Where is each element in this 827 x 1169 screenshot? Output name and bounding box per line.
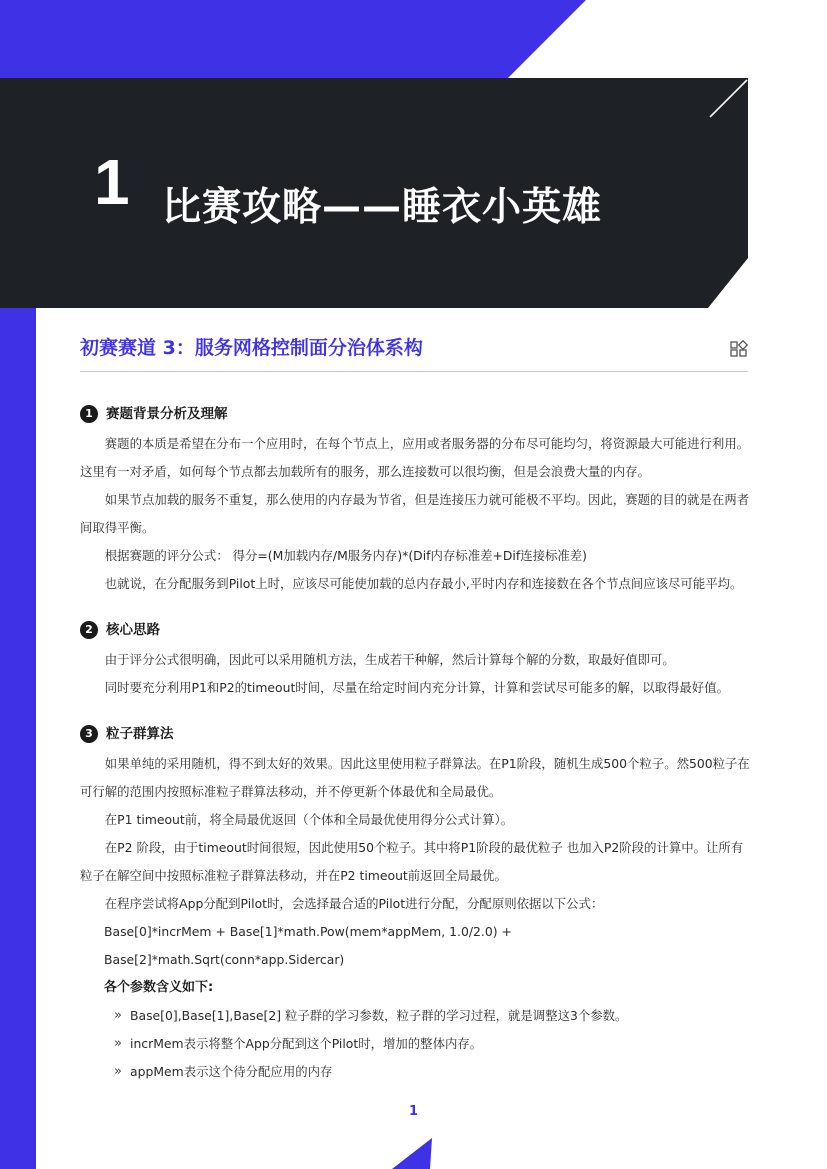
paragraph: 在程序尝试将App分配到Pilot时，会选择最合适的Pilot进行分配，分配原则依据以下公式： [104,896,604,911]
grid-squares-icon [730,340,748,358]
page-number: 1 [408,1104,419,1119]
number-badge-2: 2 [80,621,98,639]
blue-bottom-wedge [392,1138,432,1169]
section-divider [80,371,748,372]
paragraph: 也就说，在分配服务到Pilot上时，应该尽可能使加载的总内存最小,平时内存和连接数在各个节点间应该尽可能平均。 [104,576,743,591]
part-heading-1 [80,400,750,428]
part-heading-3 [80,720,750,748]
paragraph: 根据赛题的评分公式： 得分=(M加载内存/M服务内存)*(Dif内存标准差+Dif连接标准差) [104,548,587,563]
part-heading-2 [80,616,750,644]
list-item [80,1002,750,1030]
chapter-title: 比赛攻略——睡衣小英雄 [162,185,603,230]
list-item [80,1030,750,1058]
paragraph: 如果单纯的采用随机，得不到太好的效果。因此这里使用粒子群算法。在P1阶段，随机生成500个粒子。然500粒子在可行解的范围内按照标准粒子群算法移动，并不停更新个体最优和全局最优。 [80,756,750,799]
list-item-text: Base[0],Base[1],Base[2] 粒子群的学习参数，粒子群的学习过程，就是调整这3个参数。 [130,1008,628,1023]
chapter-number: 1 [94,146,130,218]
bullet-chevron-icon: » [114,1064,122,1079]
allocation-formula: Base[0]*incrMem + Base[1]*math.Pow(mem*appMem, 1.0/2.0) + Base[2]*math.Sqrt(conn*app.Sidercar) [104,924,512,967]
list-item [80,1058,750,1086]
part-heading-label: 核心思路 [106,622,160,638]
article-body [80,400,750,1086]
blue-left-band [0,300,36,1169]
params-heading: 各个参数含义如下: [104,980,214,995]
paragraph: 如果节点加载的服务不重复，那么使用的内存最为节省，但是连接压力就可能极不平均。因此，赛题的目的就是在两者间取得平衡。 [80,492,750,535]
number-badge-1: 1 [80,405,98,423]
paragraph: 同时要充分利用P1和P2的timeout时间，尽量在给定时间内充分计算，计算和尝试尽可能多的解，以取得最好值。 [104,680,729,695]
section-title: 初赛赛道 3：服务网格控制面分治体系构 [80,337,423,359]
bullet-chevron-icon: » [114,1036,122,1051]
paragraph: 在P1 timeout前，将全局最优返回（个体和全局最优使用得分公式计算）。 [104,812,514,827]
paragraph: 由于评分公式很明确，因此可以采用随机方法，生成若干种解，然后计算每个解的分数，取最好值即可。 [104,652,675,667]
params-list [80,1002,750,1086]
number-badge-3: 3 [80,725,98,743]
paragraph: 赛题的本质是希望在分布一个应用时，在每个节点上，应用或者服务器的分布尽可能均匀，将资源最大可能进行利用。这里有一对矛盾，如何每个节点都去加载所有的服务，那么连接数可以很均衡，但是会浪费大量的内存。 [80,436,750,479]
list-item-text: appMem表示这个待分配应用的内存 [130,1064,333,1079]
part-heading-label: 赛题背景分析及理解 [106,406,228,422]
list-item-text: incrMem表示将整个App分配到这个Pilot时，增加的整体内存。 [130,1036,483,1051]
part-heading-label: 粒子群算法 [106,726,174,742]
paragraph: 在P2 阶段，由于timeout时间很短，因此使用50个粒子。其中将P1阶段的最优粒子 也加入P2阶段的计算中。让所有粒子在解空间中按照标准粒子群算法移动，并在P2 timeout前返回全局最优。 [80,840,744,883]
bullet-chevron-icon: » [114,1008,122,1023]
blue-top-band [0,0,586,78]
